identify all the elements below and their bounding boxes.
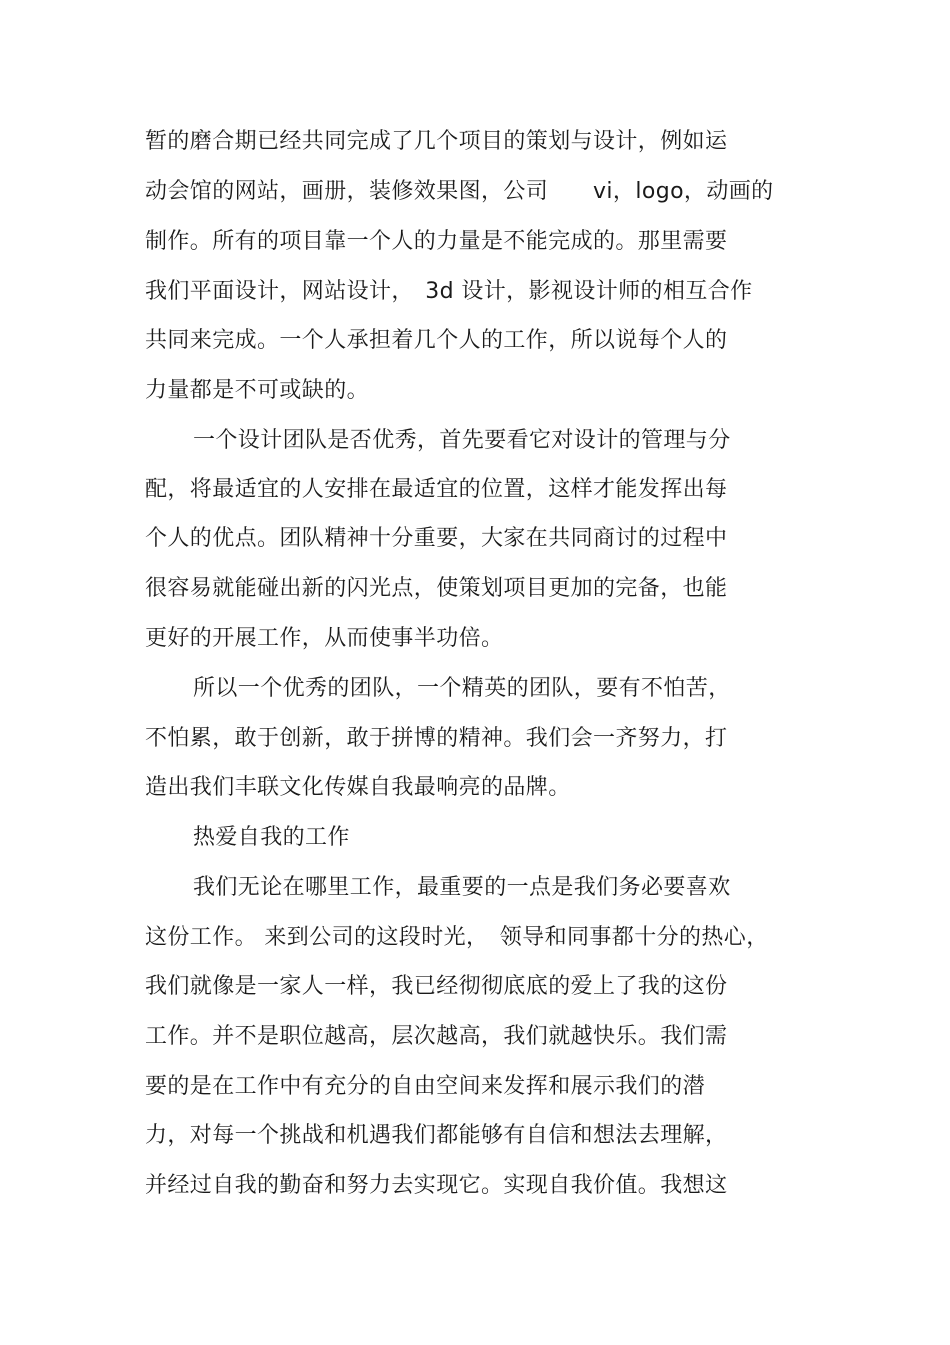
text-line: 力，对每一个挑战和机遇我们都能够有自信和想法去理解， — [145, 1123, 728, 1148]
text-line: 个人的优点。团队精神十分重要，大家在共同商讨的过程中 — [145, 526, 728, 551]
text-line: 很容易就能碰出新的闪光点，使策划项目更加的完备，也能 — [145, 576, 728, 601]
text-line: 要的是在工作中有充分的自由空间来发挥和展示我们的潜 — [145, 1074, 706, 1099]
text-line: 共同来完成。一个人承担着几个人的工作，所以说每个人的 — [145, 328, 728, 353]
text-line: 更好的开展工作，从而使事半功倍。 — [145, 626, 504, 651]
section-heading: 热爱自我的工作 — [193, 825, 350, 850]
text-line: 不怕累，敢于创新，敢于拼博的精神。我们会一齐努力，打 — [145, 726, 728, 751]
paragraph-first-line: 所以一个优秀的团队，一个精英的团队，要有不怕苦， — [193, 676, 731, 701]
paragraph-first-line: 我们无论在哪里工作，最重要的一点是我们务必要喜欢 — [193, 875, 731, 900]
paragraph-first-line: 一个设计团队是否优秀，首先要看它对设计的管理与分 — [193, 428, 731, 453]
text-line: 我们就像是一家人一样，我已经彻彻底底的爱上了我的这份 — [145, 974, 728, 999]
text-line: 暂的磨合期已经共同完成了几个项目的策划与设计，例如运 — [145, 129, 728, 154]
text-line: 造出我们丰联文化传媒自我最响亮的品牌。 — [145, 775, 571, 800]
text-line: 我们平面设计，网站设计， 3d 设计，影视设计师的相互合作 — [145, 279, 753, 304]
text-line: 力量都是不可或缺的。 — [145, 378, 370, 403]
text-line: 动会馆的网站，画册，装修效果图，公司 vi，logo，动画的 — [145, 179, 774, 204]
text-line: 配，将最适宜的人安排在最适宜的位置，这样才能发挥出每 — [145, 477, 728, 502]
text-line: 制作。所有的项目靠一个人的力量是不能完成的。那里需要 — [145, 229, 728, 254]
text-line: 这份工作。 来到公司的这段时光， 领导和同事都十分的热心， — [145, 925, 769, 950]
text-line: 并经过自我的勤奋和努力去实现它。实现自我价值。我想这 — [145, 1173, 728, 1198]
text-line: 工作。并不是职位越高，层次越高，我们就越快乐。我们需 — [145, 1024, 728, 1049]
